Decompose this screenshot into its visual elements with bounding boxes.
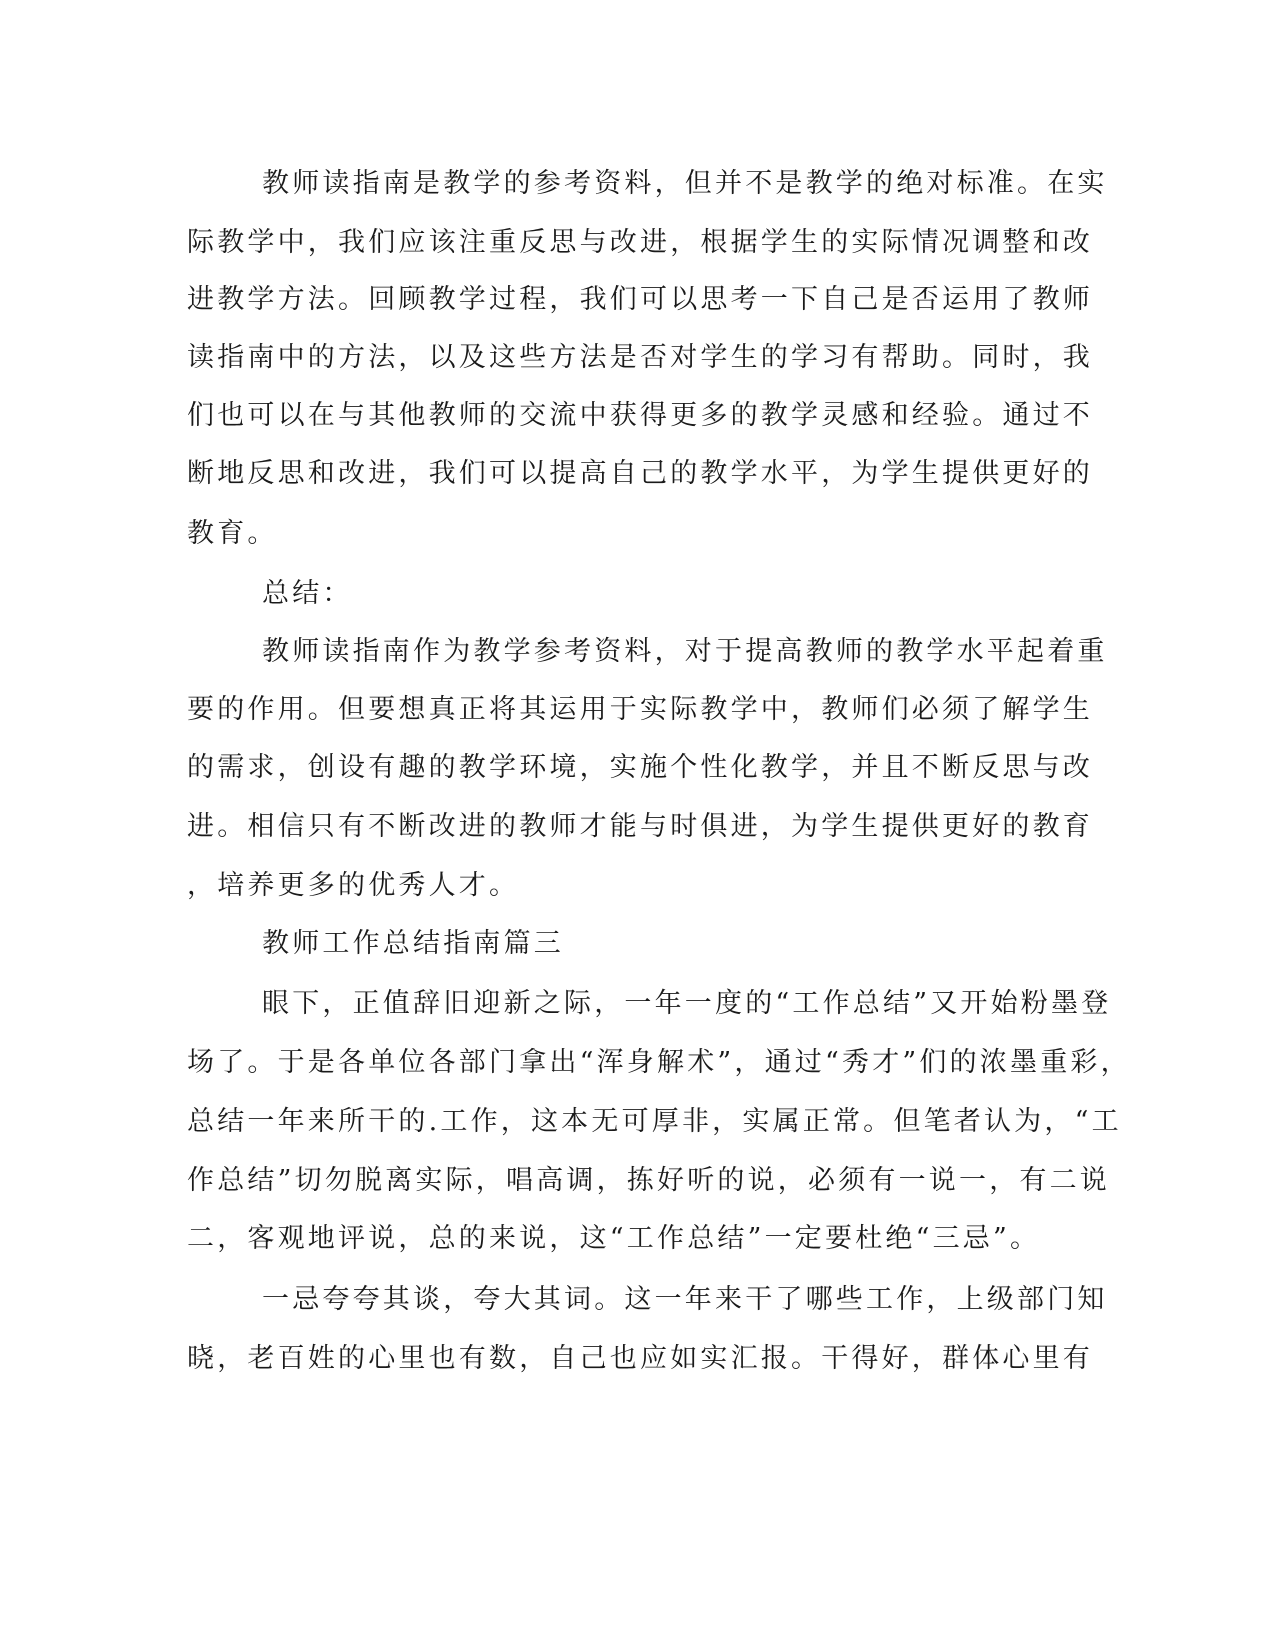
paragraph-line: 晓，老百姓的心里也有数，自己也应如实汇报。干得好，群体心里有: [187, 1343, 1093, 1374]
paragraph-line: 作总结”切勿脱离实际，唱高调，拣好听的说，必须有一说一，有二说: [187, 1165, 1111, 1196]
paragraph-line: 进教学方法。回顾教学过程，我们可以思考一下自己是否运用了教师: [187, 284, 1093, 315]
paragraph-line: 教师读指南是教学的参考资料，但并不是教学的绝对标准。在实: [262, 168, 1108, 199]
paragraph-line: 场了。于是各单位各部门拿出“浑身解术”，通过“秀才”们的浓墨重彩，: [187, 1047, 1131, 1078]
section-heading: 总结：: [262, 578, 353, 609]
paragraph-line: 要的作用。但要想真正将其运用于实际教学中，教师们必须了解学生: [187, 694, 1093, 725]
paragraph-line: 际教学中，我们应该注重反思与改进，根据学生的实际情况调整和改: [187, 227, 1093, 258]
paragraph-line: 一忌夸夸其谈，夸大其词。这一年来干了哪些工作，上级部门知: [262, 1284, 1108, 1315]
paragraph-line: 的需求，创设有趣的教学环境，实施个性化教学，并且不断反思与改: [187, 752, 1093, 783]
paragraph-line: 教育。: [187, 518, 278, 549]
paragraph-line: 们也可以在与其他教师的交流中获得更多的教学灵感和经验。通过不: [187, 400, 1093, 431]
paragraph-line: 断地反思和改进，我们可以提高自己的教学水平，为学生提供更好的: [187, 458, 1093, 489]
paragraph-line: 读指南中的方法，以及这些方法是否对学生的学习有帮助。同时，我: [187, 342, 1093, 373]
paragraph-line: ，培养更多的优秀人才。: [187, 870, 520, 901]
paragraph-line: 二，客观地评说，总的来说，这“工作总结”一定要杜绝“三忌”。: [187, 1223, 1041, 1254]
section-title: 教师工作总结指南篇三: [262, 928, 564, 959]
paragraph-line: 总结一年来所干的.工作，这本无可厚非，实属正常。但笔者认为，“工: [187, 1106, 1122, 1137]
paragraph-line: 进。相信只有不断改进的教师才能与时俱进，为学生提供更好的教育: [187, 811, 1093, 842]
paragraph-line: 眼下，正值辞旧迎新之际，一年一度的“工作总结”又开始粉墨登: [262, 988, 1112, 1019]
paragraph-line: 教师读指南作为教学参考资料，对于提高教师的教学水平起着重: [262, 636, 1108, 667]
